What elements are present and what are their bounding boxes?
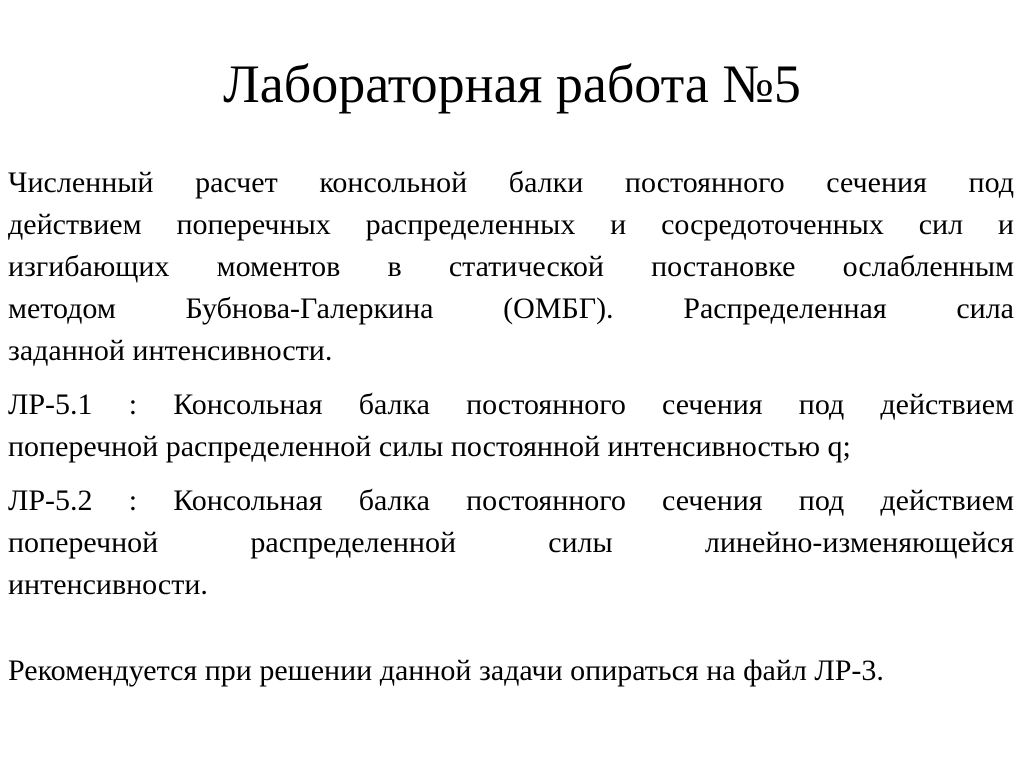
slide-title: Лабораторная работа №5 bbox=[223, 54, 801, 114]
paragraph-line: ЛР-5.2 : Консольная балка постоянного сечения под действием bbox=[8, 484, 1014, 517]
paragraph-line: изгибающих моментов в статической постановке ослабленным bbox=[8, 250, 1014, 283]
slide-body bbox=[8, 162, 1014, 692]
paragraph-line: методом Бубнова-Галеркина (ОМБГ). Распределенная сила bbox=[8, 292, 1014, 325]
lab-5-2-paragraph bbox=[8, 480, 1014, 606]
paragraph-line: заданной интенсивности. bbox=[8, 334, 333, 367]
description-paragraph bbox=[8, 162, 1014, 372]
paragraph-line: поперечной распределенной силы линейно-изменяющейся bbox=[8, 526, 1014, 559]
paragraph-line: ЛР-5.1 : Консольная балка постоянного сечения под действием bbox=[8, 388, 1014, 421]
paragraph-line: поперечной распределенной силы постоянной интенсивностью q; bbox=[8, 430, 851, 463]
lab-5-1-paragraph bbox=[8, 384, 1014, 468]
paragraph-line: Численный расчет консольной балки постоянного сечения под bbox=[8, 166, 1014, 199]
paragraph-line: Рекомендуется при решении данной задачи опираться на файл ЛР-3. bbox=[8, 654, 884, 687]
paragraph-line: интенсивности. bbox=[8, 568, 208, 601]
paragraph-line: действием поперечных распределенных и сосредоточенных сил и bbox=[8, 208, 1014, 241]
recommendation-paragraph bbox=[8, 650, 1014, 692]
